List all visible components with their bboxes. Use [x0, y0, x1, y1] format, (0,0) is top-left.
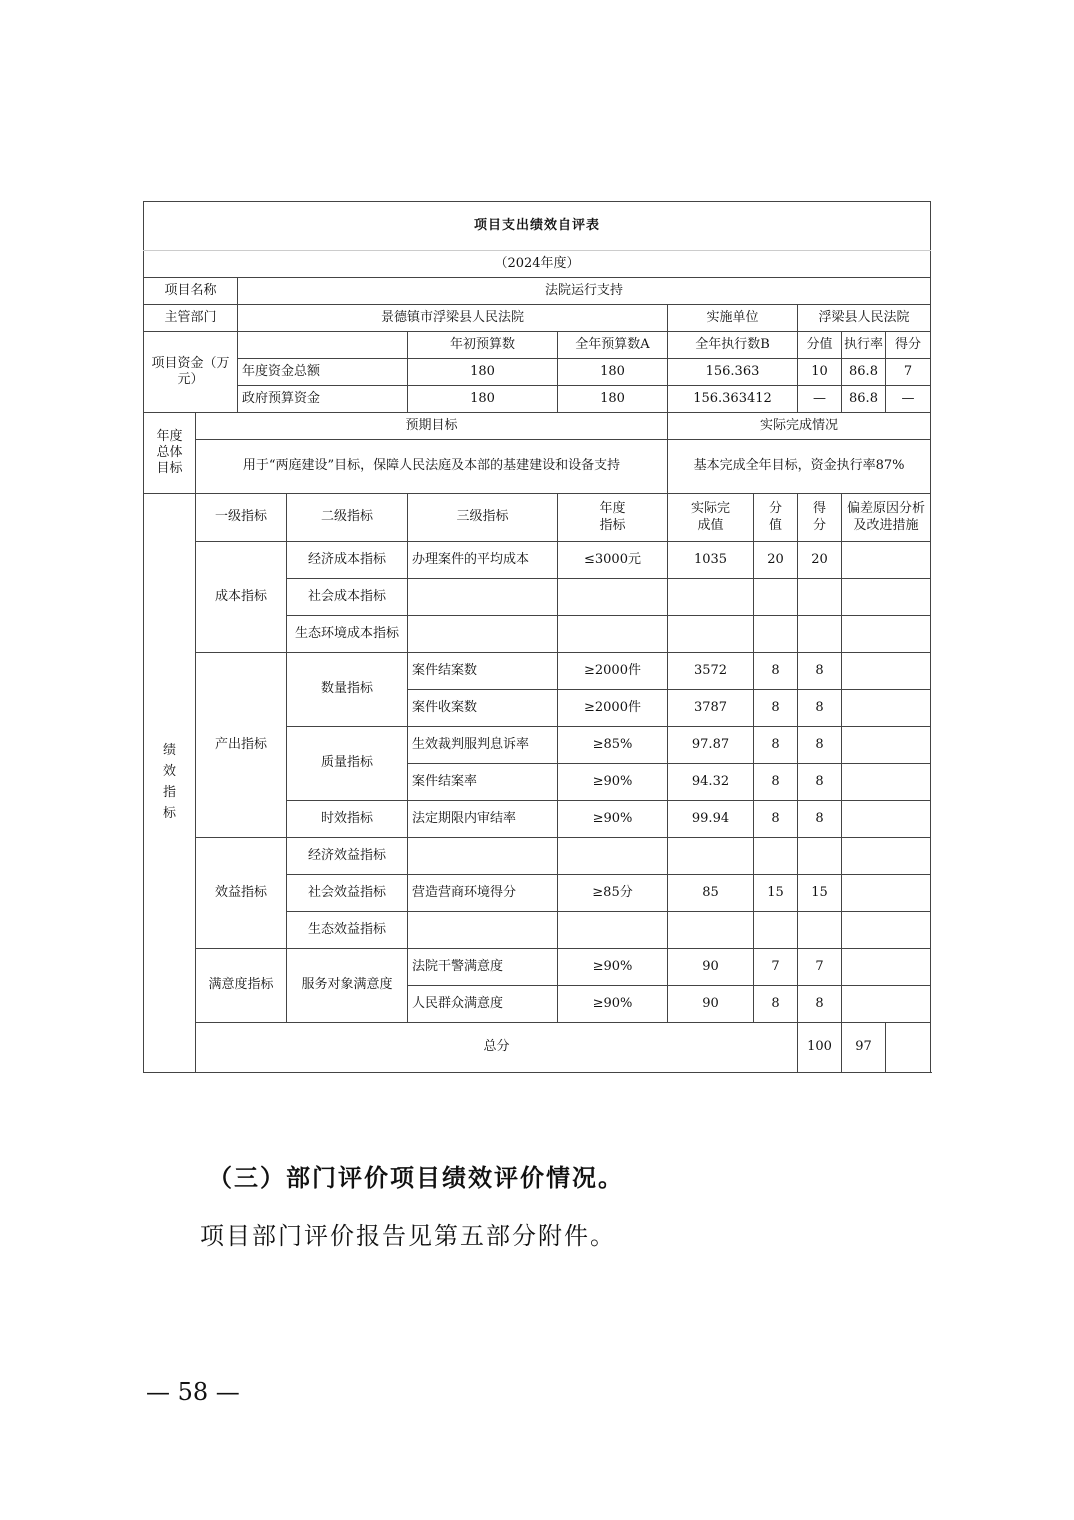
impl-unit-label: 实施单位 — [668, 305, 798, 332]
table-title: 项目支出绩效自评表 — [144, 202, 931, 251]
table-row-actual — [668, 912, 754, 949]
table-row-l3: 生效裁判服判息诉率 — [408, 727, 558, 764]
table-row-score: 8 — [754, 653, 798, 690]
table-row-reason — [842, 875, 931, 912]
fund-row-initial: 180 — [408, 386, 558, 413]
table-row-actual — [668, 838, 754, 875]
performance-evaluation-table — [143, 201, 930, 1073]
table-row-l3 — [408, 912, 558, 949]
table-row-actual: 90 — [668, 949, 754, 986]
table-row-l2: 经济成本指标 — [287, 542, 408, 579]
page-number: — 58 — — [146, 1378, 240, 1406]
table-row-l3 — [408, 838, 558, 875]
table-row-l3: 案件结案率 — [408, 764, 558, 801]
total-reason — [886, 1023, 931, 1073]
table-row-actual: 90 — [668, 986, 754, 1023]
table-row-score — [754, 838, 798, 875]
table-row-reason — [842, 727, 931, 764]
table-row-got: 8 — [798, 801, 842, 838]
fund-row-annual: 180 — [558, 359, 668, 386]
table-row-got: 15 — [798, 875, 842, 912]
table-row-actual: 3787 — [668, 690, 754, 727]
fund-row-initial: 180 — [408, 359, 558, 386]
level1-cost: 成本指标 — [196, 542, 287, 653]
table-row-got: 7 — [798, 949, 842, 986]
table-row-reason — [842, 986, 931, 1023]
actual-result-label: 实际完成情况 — [668, 413, 931, 440]
actual-result-text: 基本完成全年目标，资金执行率87% — [668, 440, 931, 494]
fund-header-rate: 执行率 — [842, 332, 886, 359]
header-reason: 偏差原因分析及改进措施 — [842, 494, 931, 542]
header-level1: 一级指标 — [196, 494, 287, 542]
fund-header-blank — [238, 332, 408, 359]
table-row-score: 8 — [754, 801, 798, 838]
table-row-target — [558, 838, 668, 875]
table-row-l2: 社会成本指标 — [287, 579, 408, 616]
expected-goal-text: 用于“两庭建设”目标，保障人民法庭及本部的基建建设和设备支持 — [196, 440, 668, 494]
table-row-got — [798, 616, 842, 653]
total-score: 100 — [798, 1023, 842, 1073]
table-row-l3: 法定期限内审结率 — [408, 801, 558, 838]
level1-benefit: 效益指标 — [196, 838, 287, 949]
fund-header-got: 得分 — [886, 332, 931, 359]
table-row-got: 8 — [798, 764, 842, 801]
table-row-actual: 85 — [668, 875, 754, 912]
table-row-l2: 时效指标 — [287, 801, 408, 838]
table-row-got — [798, 579, 842, 616]
table-row-actual: 99.94 — [668, 801, 754, 838]
fund-row-score: 10 — [798, 359, 842, 386]
table-row-got: 20 — [798, 542, 842, 579]
table-row-reason — [842, 653, 931, 690]
table-row-got: 8 — [798, 690, 842, 727]
fund-header-initial: 年初预算数 — [408, 332, 558, 359]
table-row-reason — [842, 764, 931, 801]
fund-row-annual: 180 — [558, 386, 668, 413]
level1-output: 产出指标 — [196, 653, 287, 838]
table-row-l3: 案件结案数 — [408, 653, 558, 690]
table-row-score: 20 — [754, 542, 798, 579]
header-got: 得分 — [798, 494, 842, 542]
table-row-got: 8 — [798, 727, 842, 764]
table-row-l3: 人民群众满意度 — [408, 986, 558, 1023]
project-name: 法院运行支持 — [238, 278, 931, 305]
section-heading: （三）部门评价项目绩效评价情况。 — [208, 1163, 624, 1192]
fund-header-annual: 全年预算数A — [558, 332, 668, 359]
table-row-l2: 社会效益指标 — [287, 875, 408, 912]
fund-header-executed: 全年执行数B — [668, 332, 798, 359]
table-row-score — [754, 912, 798, 949]
table-year: （2024年度） — [144, 251, 931, 278]
table-row-l3 — [408, 579, 558, 616]
table-row-target: ≥90% — [558, 986, 668, 1023]
table-row-score: 8 — [754, 727, 798, 764]
table-row-got: 8 — [798, 653, 842, 690]
header-score: 分值 — [754, 494, 798, 542]
table-row-reason — [842, 838, 931, 875]
table-row-score: 8 — [754, 986, 798, 1023]
table-row-actual: 1035 — [668, 542, 754, 579]
table-row-target: ≤3000元 — [558, 542, 668, 579]
dept-label: 主管部门 — [144, 305, 238, 332]
table-row-target — [558, 616, 668, 653]
table-row-reason — [842, 949, 931, 986]
table-row-target — [558, 912, 668, 949]
table-row-actual: 3572 — [668, 653, 754, 690]
table-row-target: ≥2000件 — [558, 690, 668, 727]
fund-row-executed: 156.363 — [668, 359, 798, 386]
table-row-reason — [842, 542, 931, 579]
table-row-target — [558, 579, 668, 616]
table-row-l2: 生态环境成本指标 — [287, 616, 408, 653]
performance-indicator-label: 绩效指标 — [144, 494, 196, 1073]
table-row-target: ≥90% — [558, 801, 668, 838]
total-got: 97 — [842, 1023, 886, 1073]
table-row-reason — [842, 579, 931, 616]
dept-value: 景德镇市浮梁县人民法院 — [238, 305, 668, 332]
table-row-l2: 质量指标 — [287, 727, 408, 801]
table-row-score — [754, 616, 798, 653]
table-row-target: ≥85% — [558, 727, 668, 764]
annual-goal-label: 年度总体目标 — [144, 413, 196, 494]
table-row-reason — [842, 912, 931, 949]
table-row-got — [798, 838, 842, 875]
table-row-reason — [842, 801, 931, 838]
table-row-actual — [668, 616, 754, 653]
table-row-l3 — [408, 616, 558, 653]
table-row-score: 8 — [754, 690, 798, 727]
table-row-score: 15 — [754, 875, 798, 912]
fund-row-rate: 86.8 — [842, 386, 886, 413]
table-row-target: ≥90% — [558, 764, 668, 801]
table-row-l3: 营造营商环境得分 — [408, 875, 558, 912]
table-row-l2: 生态效益指标 — [287, 912, 408, 949]
fund-row-label: 年度资金总额 — [238, 359, 408, 386]
header-actual: 实际完成值 — [668, 494, 754, 542]
table-row-l3: 法院干警满意度 — [408, 949, 558, 986]
table-row-l3: 办理案件的平均成本 — [408, 542, 558, 579]
fund-row-score: — — [798, 386, 842, 413]
table-row-l2: 服务对象满意度 — [287, 949, 408, 1023]
impl-unit-value: 浮梁县人民法院 — [798, 305, 931, 332]
table-row-actual: 97.87 — [668, 727, 754, 764]
fund-header-score: 分值 — [798, 332, 842, 359]
table-row-score — [754, 579, 798, 616]
table-row-actual: 94.32 — [668, 764, 754, 801]
fund-row-executed: 156.363412 — [668, 386, 798, 413]
expected-goal-label: 预期目标 — [196, 413, 668, 440]
table-row-actual — [668, 579, 754, 616]
table-row-target: ≥2000件 — [558, 653, 668, 690]
table-row-l2: 经济效益指标 — [287, 838, 408, 875]
header-target: 年度指标 — [558, 494, 668, 542]
table-row-l2: 数量指标 — [287, 653, 408, 727]
table-row-l3: 案件收案数 — [408, 690, 558, 727]
table-row-target: ≥85分 — [558, 875, 668, 912]
table-row-score: 7 — [754, 949, 798, 986]
header-level2: 二级指标 — [287, 494, 408, 542]
fund-label: 项目资金（万元） — [144, 332, 238, 413]
table-row-target: ≥90% — [558, 949, 668, 986]
header-level3: 三级指标 — [408, 494, 558, 542]
project-name-label: 项目名称 — [144, 278, 238, 305]
table-row-reason — [842, 616, 931, 653]
table-row-reason — [842, 690, 931, 727]
fund-row-rate: 86.8 — [842, 359, 886, 386]
fund-row-got: 7 — [886, 359, 931, 386]
table-row-got — [798, 912, 842, 949]
fund-row-label: 政府预算资金 — [238, 386, 408, 413]
level1-satisfaction: 满意度指标 — [196, 949, 287, 1023]
total-label: 总分 — [196, 1023, 798, 1073]
table-row-got: 8 — [798, 986, 842, 1023]
table-row-score: 8 — [754, 764, 798, 801]
section-paragraph: 项目部门评价报告见第五部分附件。 — [200, 1222, 616, 1250]
fund-row-got: — — [886, 386, 931, 413]
